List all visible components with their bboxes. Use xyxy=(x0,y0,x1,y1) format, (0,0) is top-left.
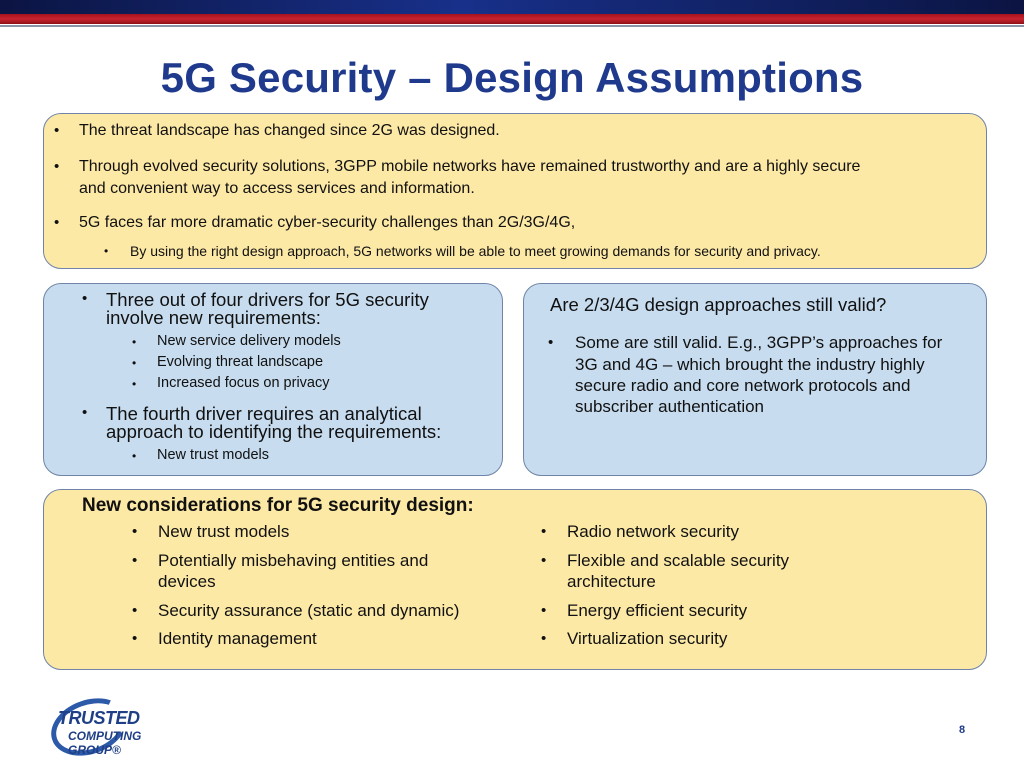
page-number: 8 xyxy=(959,724,966,736)
drivers-box xyxy=(43,283,503,476)
trusted-computing-group-logo xyxy=(50,696,175,757)
drivers-sub-3: Increased focus on privacy xyxy=(157,375,330,391)
drivers-bullet-2-line-2: approach to identifying the requirements: xyxy=(106,421,442,442)
bullet-marker: • xyxy=(548,334,554,351)
consideration-right-4: Virtualization security xyxy=(567,629,728,648)
sub-bullet-marker: • xyxy=(104,244,109,258)
consideration-left-1: New trust models xyxy=(158,522,290,541)
bullet-marker: • xyxy=(54,122,60,139)
consideration-left-2-line-2: devices xyxy=(158,572,216,591)
bullet-marker: • xyxy=(541,630,547,647)
intro-bullet-2-line-1: Through evolved security solutions, 3GPP mobile networks have remained trustworthy and are a highly secure xyxy=(79,158,861,175)
bullet-marker: • xyxy=(54,214,60,231)
drivers-sub-2: Evolving threat landscape xyxy=(157,354,324,370)
bullet-marker: • xyxy=(82,404,88,421)
intro-bullet-1: The threat landscape has changed since 2G was designed. xyxy=(79,122,500,139)
bullet-marker: • xyxy=(132,552,138,569)
validity-box xyxy=(523,283,987,476)
intro-box xyxy=(43,113,987,269)
logo-text-line-2: COMPUTING GROUP® xyxy=(68,729,142,757)
validity-heading: Are 2/3/4G design approaches still valid? xyxy=(550,294,887,315)
considerations-box xyxy=(43,489,987,670)
consideration-left-3: Security assurance (static and dynamic) xyxy=(158,601,460,620)
consideration-right-2-line-2: architecture xyxy=(567,572,656,591)
drivers-bullet-1-line-1: Three out of four drivers for 5G security xyxy=(106,289,429,310)
consideration-right-1: Radio network security xyxy=(567,522,739,541)
top-banner-red-stripe xyxy=(0,14,1024,24)
sub-bullet-marker: • xyxy=(132,335,137,349)
bullet-marker: • xyxy=(541,552,547,569)
sub-bullet-marker: • xyxy=(132,377,137,391)
top-banner xyxy=(0,0,1024,30)
bullet-marker: • xyxy=(82,290,88,307)
validity-line-4: subscriber authentication xyxy=(575,397,765,416)
validity-line-1: Some are still valid. E.g., 3GPP’s approaches for xyxy=(575,333,943,352)
bullet-marker: • xyxy=(132,630,138,647)
bullet-marker: • xyxy=(541,602,547,619)
consideration-left-4: Identity management xyxy=(158,629,317,648)
validity-line-2: 3G and 4G – which brought the industry highly xyxy=(575,355,925,374)
sub-bullet-marker: • xyxy=(132,449,137,463)
logo-text-line-1: TRUSTED xyxy=(58,708,140,728)
bullet-marker: • xyxy=(132,602,138,619)
bullet-marker: • xyxy=(541,523,547,540)
top-banner-navy-stripe xyxy=(0,0,1024,14)
bullet-marker: • xyxy=(54,158,60,175)
intro-sub-bullet: By using the right design approach, 5G networks will be able to meet growing demands for security and privacy. xyxy=(130,243,821,259)
intro-bullet-3: 5G faces far more dramatic cyber-security challenges than 2G/3G/4G, xyxy=(79,214,576,231)
drivers-bullet-2-line-1: The fourth driver requires an analytical xyxy=(106,403,422,424)
intro-bullet-2-line-2: and convenient way to access services and information. xyxy=(79,180,475,197)
top-banner-divider xyxy=(0,25,1024,27)
drivers-bullet-1-line-2: involve new requirements: xyxy=(106,307,321,328)
bullet-marker: • xyxy=(132,523,138,540)
slide-title: 5G Security – Design Assumptions xyxy=(160,54,864,101)
consideration-right-2-line-1: Flexible and scalable security xyxy=(567,551,790,570)
consideration-left-2-line-1: Potentially misbehaving entities and xyxy=(158,551,429,570)
considerations-heading: New considerations for 5G security design: xyxy=(82,495,474,516)
validity-line-3: secure radio and core network protocols and xyxy=(575,376,911,395)
drivers-sub-1: New service delivery models xyxy=(157,333,341,349)
drivers-sub-4: New trust models xyxy=(157,447,270,463)
consideration-right-3: Energy efficient security xyxy=(567,601,748,620)
sub-bullet-marker: • xyxy=(132,356,137,370)
